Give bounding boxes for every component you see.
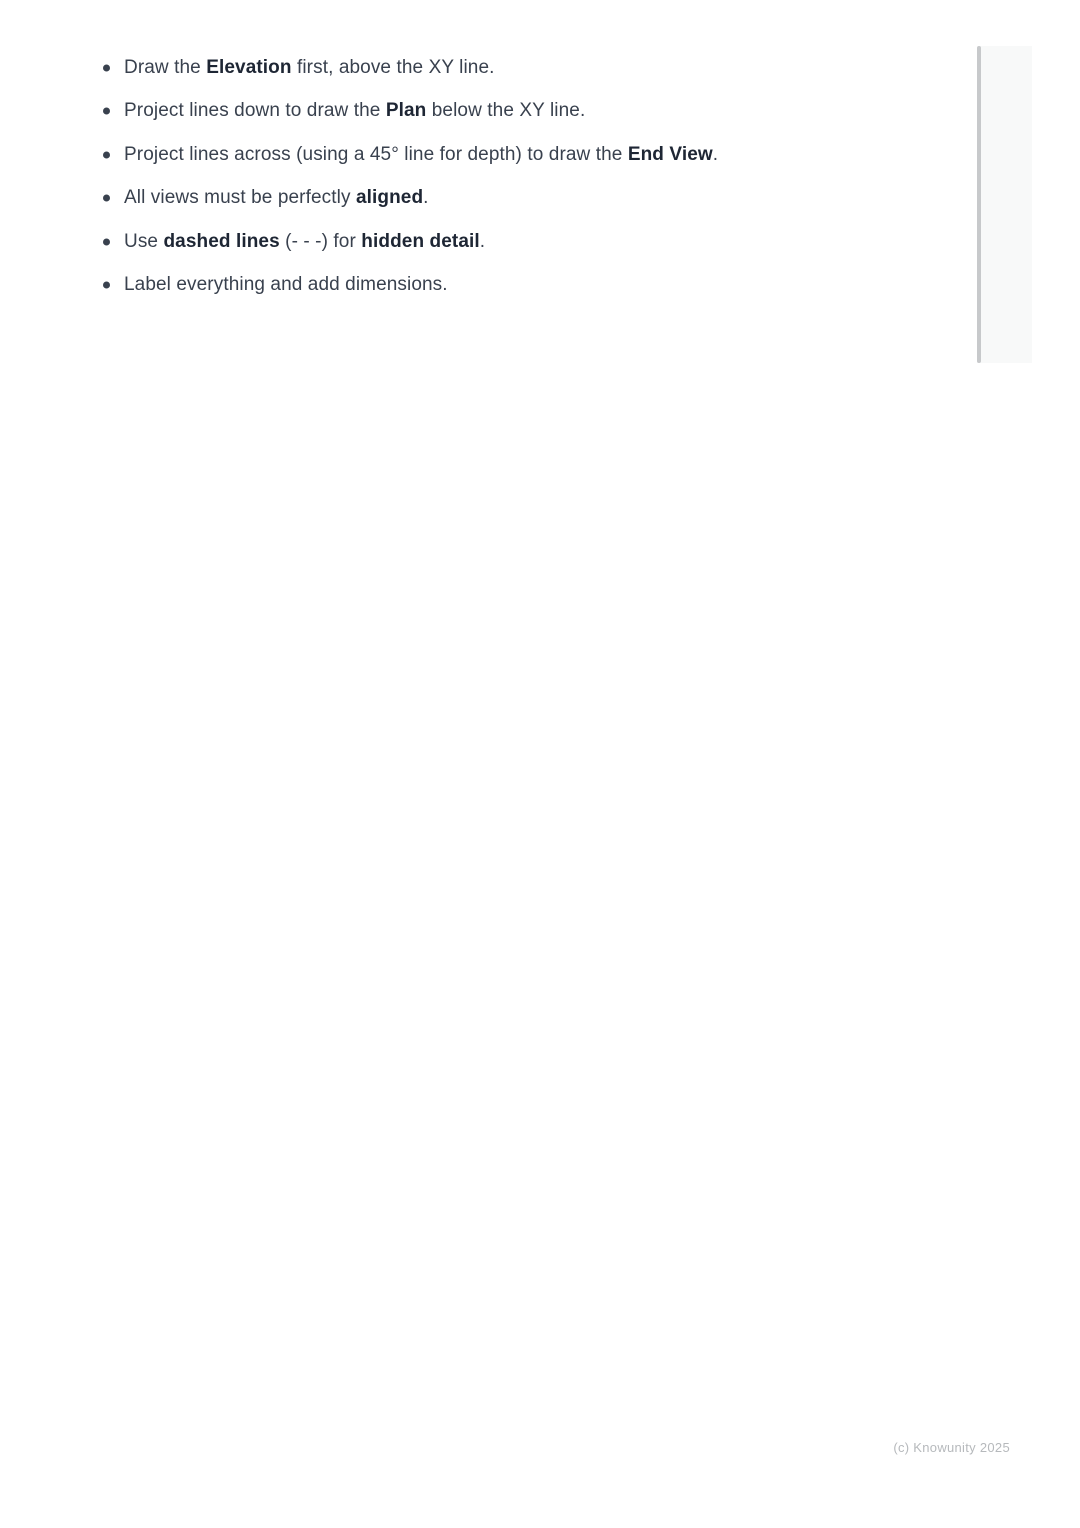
list-item (0, 177, 718, 221)
copyright-text: (c) Knowunity 2025 (893, 1440, 1010, 1455)
bullet-icon (103, 108, 110, 115)
list-item-text: All views must be perfectly aligned. (124, 187, 429, 209)
list-item (0, 90, 718, 134)
list-item (0, 46, 718, 90)
list-item (0, 264, 718, 308)
bullet-icon (103, 195, 110, 202)
list-item-text: Draw the Elevation first, above the XY line. (124, 56, 495, 78)
scrollbar-thumb[interactable] (977, 46, 981, 363)
bullet-icon (103, 151, 110, 158)
bullet-icon (103, 64, 110, 71)
list-item-text: Project lines down to draw the Plan below the XY line. (124, 100, 586, 122)
bullet-icon (103, 238, 110, 245)
scrollbar-track[interactable] (977, 46, 1032, 363)
list-item-text: Project lines across (using a 45° line for depth) to draw the End View. (124, 143, 719, 165)
list-item-text: Use dashed lines (- - -) for hidden detail. (124, 230, 486, 252)
list-item (0, 133, 718, 177)
instructions-list (0, 46, 718, 307)
bullet-icon (103, 282, 110, 289)
list-item-text: Label everything and add dimensions. (124, 274, 448, 296)
list-item (0, 220, 718, 264)
